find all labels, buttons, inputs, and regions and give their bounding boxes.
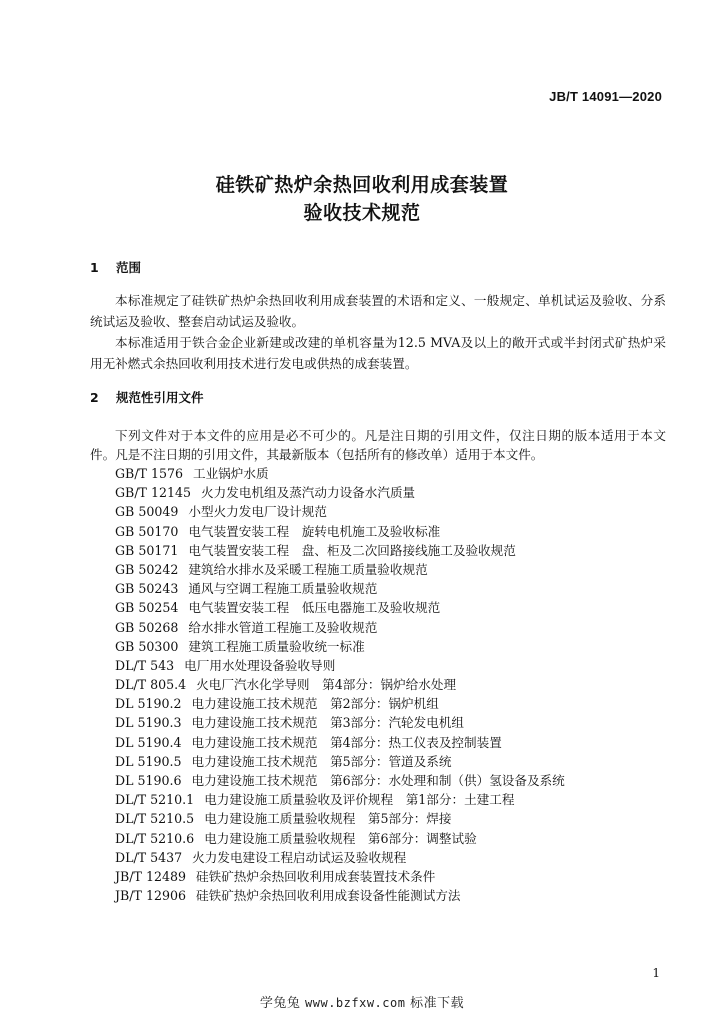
reference-title: 火电厂汽水化学导则 第4部分：锅炉给水处理 xyxy=(196,677,457,693)
section-1-heading xyxy=(90,258,141,276)
standard-number: JB/T 14091—2020 xyxy=(549,89,662,104)
page-number: 1 xyxy=(652,966,660,980)
reference-code: GB/T 1576 xyxy=(115,466,184,481)
reference-title: 给水排水管道工程施工及验收规范 xyxy=(188,619,378,635)
reference-code: DL 5190.2 xyxy=(115,696,182,712)
reference-code: DL/T 5437 xyxy=(115,849,183,865)
reference-title: 建筑工程施工质量验收统一标准 xyxy=(188,638,365,654)
reference-code: GB 50242 xyxy=(115,561,179,577)
reference-item xyxy=(115,886,565,905)
reference-code: DL/T 543 xyxy=(115,657,175,673)
section-title: 范围 xyxy=(116,260,142,275)
watermark-tagline: 标准下载 xyxy=(410,996,465,1011)
document-title-line-2: 验收技术规范 xyxy=(303,202,421,224)
reference-code: DL/T 5210.5 xyxy=(115,811,195,827)
reference-item xyxy=(115,733,565,752)
reference-title: 火力发电机组及蒸汽动力设备水汽质量 xyxy=(201,485,416,501)
reference-code: JB/T 12906 xyxy=(115,888,187,904)
reference-code: DL 5190.4 xyxy=(115,734,182,750)
watermark-brand: 学兔兔 xyxy=(259,996,301,1011)
reference-title: 电气装置安装工程 盘、柜及二次回路接线施工及验收规范 xyxy=(188,542,516,558)
reference-item xyxy=(115,867,565,886)
reference-title: 通风与空调工程施工质量验收规范 xyxy=(188,581,378,597)
reference-code: DL 5190.3 xyxy=(115,715,182,731)
watermark-url: www.bzfxw.com xyxy=(305,996,406,1010)
reference-title: 电力建设施工技术规范 第3部分：汽轮发电机组 xyxy=(191,715,465,731)
reference-title: 电气装置安装工程 旋转电机施工及验收标准 xyxy=(188,523,441,539)
reference-code: GB 50243 xyxy=(115,581,179,597)
reference-list xyxy=(115,464,565,905)
reference-code: DL 5190.6 xyxy=(115,773,182,788)
reference-item xyxy=(115,790,565,809)
reference-item xyxy=(115,656,565,675)
reference-item xyxy=(115,464,565,483)
reference-title: 电力建设施工技术规范 第2部分：锅炉机组 xyxy=(191,696,439,712)
scope-paragraph-2: 本标准适用于铁合金企业新建或改建的单机容量为12.5 MVA及以上的敞开式或半封闭式矿热炉采用无补燃式余热回收利用技术进行发电或供热的成套装置。 xyxy=(90,335,666,371)
reference-item xyxy=(115,848,565,867)
reference-code: GB 50049 xyxy=(115,504,179,520)
reference-item xyxy=(115,522,565,541)
scope-paragraph-1: 本标准规定了硅铁矿热炉余热回收利用成套装置的术语和定义、一般规定、单机试运及验收、分系统试运及验收、整套启动试运及验收。 xyxy=(90,293,666,329)
normative-references-intro: 下列文件对于本文件的应用是必不可少的。凡是注日期的引用文件，仅注日期的版本适用于本文件。凡是不注日期的引用文件，其最新版本（包括所有的修改单）适用于本文件。 xyxy=(90,428,666,462)
reference-code: JB/T 12489 xyxy=(115,868,187,884)
section-2-heading xyxy=(90,388,204,406)
reference-code: DL/T 5210.1 xyxy=(115,792,195,808)
reference-code: GB 50254 xyxy=(115,600,179,616)
reference-item xyxy=(115,809,565,828)
reference-item xyxy=(115,829,565,848)
reference-item xyxy=(115,637,565,656)
reference-item xyxy=(115,771,565,790)
section-number: 2 xyxy=(90,390,99,405)
reference-item xyxy=(115,675,565,694)
reference-title: 建筑给水排水及采暖工程施工质量验收规范 xyxy=(188,561,428,577)
reference-title: 电力建设施工技术规范 第4部分：热工仪表及控制装置 xyxy=(191,734,502,750)
section-title: 规范性引用文件 xyxy=(116,390,204,405)
reference-item xyxy=(115,694,565,713)
reference-title: 电力建设施工质量验收规程 第6部分：调整试验 xyxy=(204,830,477,846)
reference-item xyxy=(115,752,565,771)
reference-code: GB 50170 xyxy=(115,523,179,539)
reference-title: 电气装置安装工程 低压电器施工及验收规范 xyxy=(188,600,441,616)
reference-code: DL/T 805.4 xyxy=(115,677,187,693)
reference-title: 工业锅炉水质 xyxy=(193,466,269,481)
reference-code: GB 50300 xyxy=(115,638,179,654)
reference-item xyxy=(115,502,565,521)
watermark-footer xyxy=(0,992,724,1011)
reference-title: 电力建设施工质量验收及评价规程 第1部分：土建工程 xyxy=(204,792,515,808)
reference-title: 电厂用水处理设备验收导则 xyxy=(184,657,336,673)
reference-item xyxy=(115,560,565,579)
reference-title: 火力发电建设工程启动试运及验收规程 xyxy=(192,849,407,865)
reference-code: GB/T 12145 xyxy=(115,485,192,501)
reference-item xyxy=(115,541,565,560)
reference-code: DL 5190.5 xyxy=(115,753,182,769)
reference-item xyxy=(115,579,565,598)
reference-title: 电力建设施工技术规范 第5部分：管道及系统 xyxy=(191,753,452,769)
reference-title: 电力建设施工技术规范 第6部分：水处理和制（供）氢设备及系统 xyxy=(191,773,565,788)
reference-item xyxy=(115,598,565,617)
document-title-line-1: 硅铁矿热炉余热回收利用成套装置 xyxy=(215,174,509,196)
reference-title: 电力建设施工质量验收规程 第5部分：焊接 xyxy=(204,811,452,827)
reference-item xyxy=(115,618,565,637)
reference-title: 硅铁矿热炉余热回收利用成套装置技术条件 xyxy=(196,868,436,884)
section-number: 1 xyxy=(90,260,99,275)
reference-title: 小型火力发电厂设计规范 xyxy=(188,504,327,520)
reference-title: 硅铁矿热炉余热回收利用成套设备性能测试方法 xyxy=(196,888,461,904)
reference-code: DL/T 5210.6 xyxy=(115,830,195,846)
reference-item xyxy=(115,713,565,732)
reference-code: GB 50171 xyxy=(115,542,179,558)
reference-code: GB 50268 xyxy=(115,619,179,635)
reference-item xyxy=(115,483,565,502)
